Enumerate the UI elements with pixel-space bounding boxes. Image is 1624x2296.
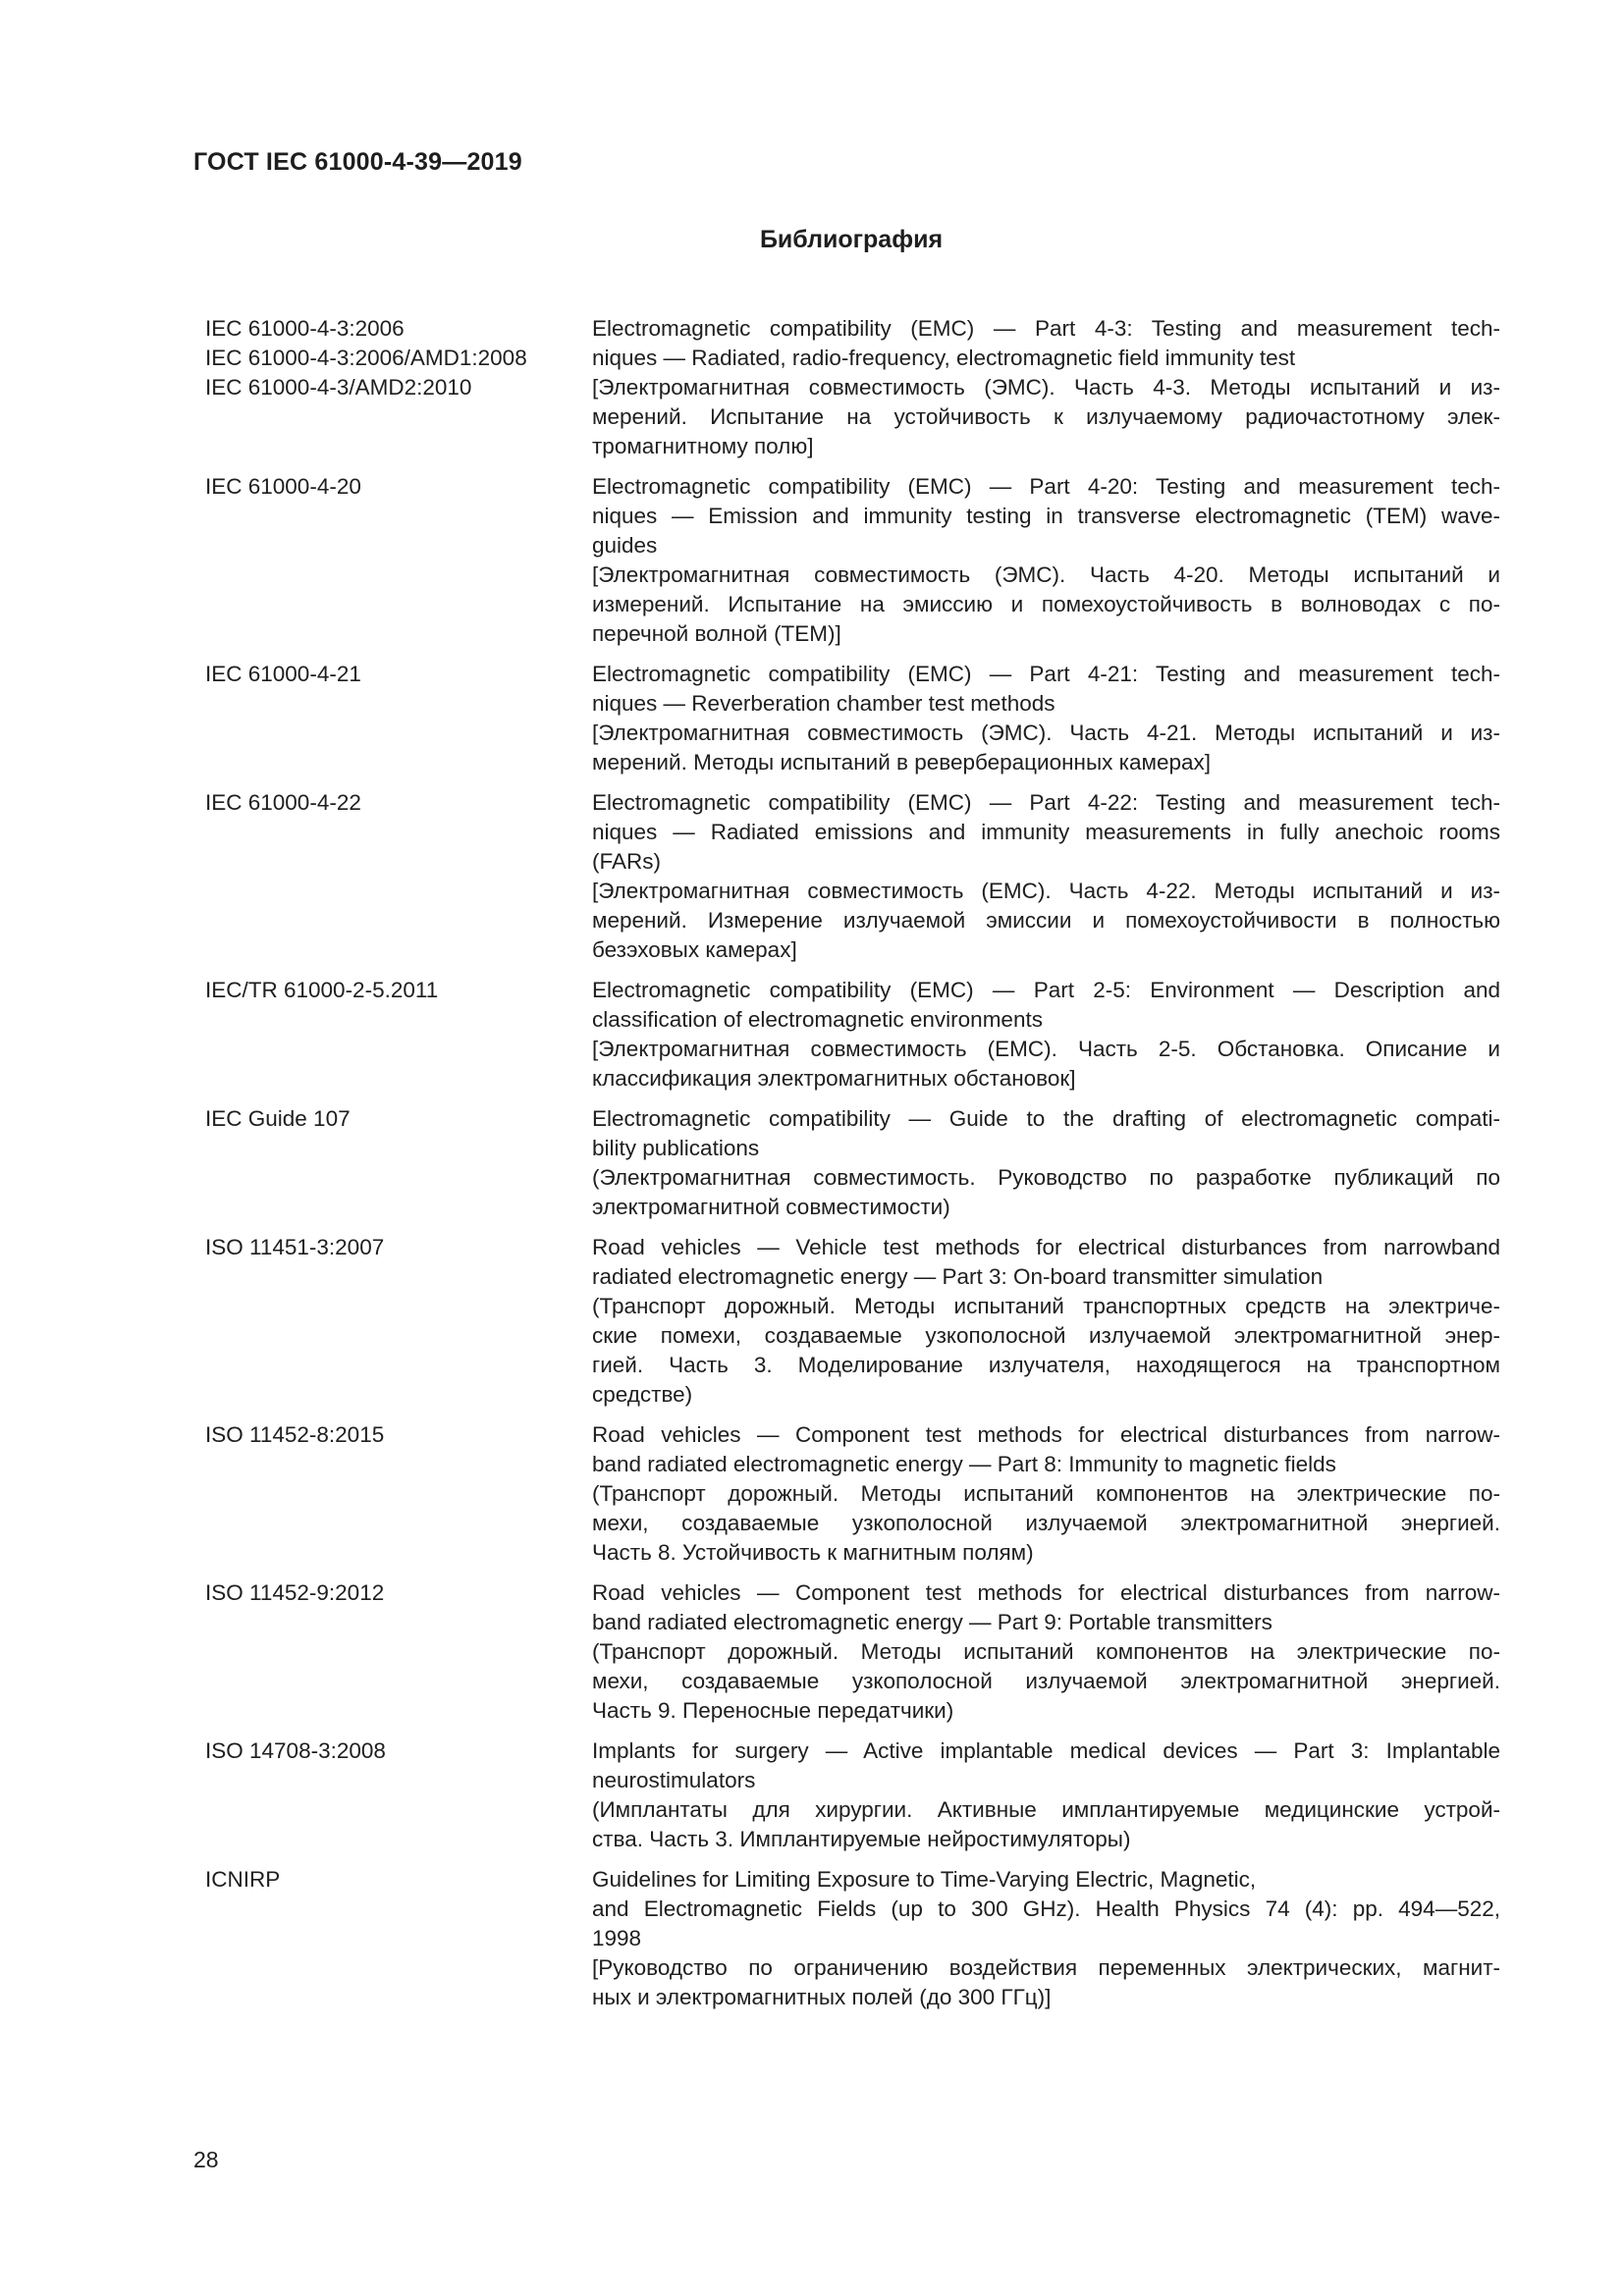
bibliography-entry [205,1865,1506,2012]
reference-code: ISO 14708-3:2008 [205,1738,386,1763]
description-line: безэховых камерах] [592,937,797,962]
description-line: bility publications [592,1136,760,1160]
reference-code: ISO 11452-8:2015 [205,1422,385,1447]
reference-codes [205,788,592,965]
reference-code: IEC 61000-4-3:2006 [205,316,405,341]
description-line: Electromagnetic compatibility (EMC) — Part 4-3: Testing and measurement tech- [592,316,1500,341]
description-line: перечной волной (ТЕМ)] [592,621,841,646]
bibliography-entry [205,1233,1506,1410]
description-line: niques — Radiated, radio-frequency, electromagnetic field immunity test [592,346,1296,370]
reference-codes [205,314,592,461]
reference-codes [205,1578,592,1726]
description-line: 1998 [592,1926,642,1950]
description-line: Часть 9. Переносные передатчики) [592,1698,954,1723]
description-line: ства. Часть 3. Имплантируемые нейростимуляторы) [592,1827,1131,1851]
bibliography-entry [205,1736,1506,1854]
document-header: ГОСТ IEC 61000-4-39—2019 [193,148,522,176]
description-line: Electromagnetic compatibility (EMC) — Part 4-20: Testing and measurement tech- [592,474,1500,499]
description-line: измерений. Испытание на эмиссию и помехоустойчивость в волноводах с по- [592,592,1500,616]
reference-code: ISO 11451-3:2007 [205,1235,385,1259]
reference-codes [205,472,592,649]
description-line: niques — Emission and immunity testing in transverse electromagnetic (TEM) wave- [592,504,1500,528]
description-line: электромагнитной совместимости) [592,1195,950,1219]
section-title: Библиография [759,226,944,253]
description-line: classification of electromagnetic environments [592,1007,1043,1032]
description-line: neurostimulators [592,1768,756,1792]
reference-code: IEC 61000-4-21 [205,662,361,686]
description-line: мерений. Методы испытаний в реверберационных камерах] [592,750,1211,774]
description-line: Road vehicles — Component test methods for electrical disturbances from narrow- [592,1580,1500,1605]
reference-description [592,976,1500,1094]
description-line: niques — Radiated emissions and immunity measurements in fully anechoic rooms [592,820,1500,844]
page-number: 28 [193,2147,219,2172]
description-line: (Транспорт дорожный. Методы испытаний компонентов на электрические по- [592,1639,1500,1664]
reference-code: IEC 61000-4-20 [205,474,361,499]
bibliography-entry [205,472,1506,649]
description-line: мехи, создаваемые узкополосной излучаемой электромагнитной энергией. [592,1511,1500,1535]
description-line: Road vehicles — Vehicle test methods for electrical disturbances from narrowband [592,1235,1500,1259]
bibliography-entry [205,788,1506,965]
description-line: Electromagnetic compatibility (EMC) — Part 4-21: Testing and measurement tech- [592,662,1500,686]
reference-description [592,1736,1500,1854]
description-line: (Транспорт дорожный. Методы испытаний компонентов на электрические по- [592,1481,1500,1506]
description-line: guides [592,533,658,558]
description-line: [Электромагнитная совместимость (ЭМС). Часть 4-20. Методы испытаний и [592,562,1500,587]
description-line: тромагнитному полю] [592,434,814,458]
description-line: (Транспорт дорожный. Методы испытаний транспортных средств на электриче- [592,1294,1500,1318]
reference-codes [205,1865,592,2012]
bibliography-list [205,314,1506,2023]
description-line: band radiated electromagnetic energy — Part 9: Portable transmitters [592,1610,1272,1634]
description-line: Guidelines for Limiting Exposure to Time-Varying Electric, Magnetic, [592,1867,1257,1892]
description-line: ские помехи, создаваемые узкополосной излучаемой электромагнитной энер- [592,1323,1500,1348]
description-line: radiated electromagnetic energy — Part 3: On-board transmitter simulation [592,1264,1324,1289]
description-line: Electromagnetic compatibility (EMC) — Part 2-5: Environment — Description and [592,978,1500,1002]
description-line: (Имплантаты для хирургии. Активные имплантируемые медицинские устрой- [592,1797,1500,1822]
description-line: [Электромагнитная совместимость (ЕМС). Часть 4-22. Методы испытаний и из- [592,879,1500,903]
reference-description [592,1104,1500,1222]
description-line: and Electromagnetic Fields (up to 300 GHz). Health Physics 74 (4): pp. 494—522, [592,1896,1500,1921]
description-line: Implants for surgery — Active implantable medical devices — Part 3: Implantable [592,1738,1500,1763]
reference-code: IEC Guide 107 [205,1106,351,1131]
description-line: ных и электромагнитных полей (до 300 ГГц)] [592,1985,1052,2009]
reference-codes [205,1736,592,1854]
description-line: (FARs) [592,849,661,874]
reference-code: IEC 61000-4-22 [205,790,361,815]
reference-code: IEC/TR 61000-2-5.2011 [205,978,439,1002]
reference-code: IEC 61000-4-3:2006/AMD1:2008 [205,346,527,370]
reference-description [592,314,1500,461]
bibliography-entry [205,1578,1506,1726]
bibliography-entry [205,1420,1506,1568]
bibliography-entry [205,314,1506,461]
description-line: гией. Часть 3. Моделирование излучателя, находящегося на транспортном [592,1353,1500,1377]
description-line: Часть 8. Устойчивость к магнитным полям) [592,1540,1034,1565]
reference-codes [205,1104,592,1222]
description-line: [Электромагнитная совместимость (ЭМС). Часть 4-21. Методы испытаний и из- [592,721,1500,745]
reference-description [592,660,1500,777]
description-line: Electromagnetic compatibility — Guide to the drafting of electromagnetic compati- [592,1106,1500,1131]
reference-description [592,788,1500,965]
description-line: Road vehicles — Component test methods for electrical disturbances from narrow- [592,1422,1500,1447]
reference-code: IEC 61000-4-3/AMD2:2010 [205,375,472,400]
reference-description [592,1578,1500,1726]
reference-codes [205,1233,592,1410]
reference-codes [205,1420,592,1568]
description-line: [Руководство по ограничению воздействия переменных электрических, магнит- [592,1955,1500,1980]
reference-description [592,1420,1500,1568]
reference-codes [205,660,592,777]
reference-description [592,1233,1500,1410]
reference-codes [205,976,592,1094]
description-line: классификация электромагнитных обстановок] [592,1066,1076,1091]
description-line: band radiated electromagnetic energy — Part 8: Immunity to magnetic fields [592,1452,1336,1476]
description-line: Electromagnetic compatibility (EMC) — Part 4-22: Testing and measurement tech- [592,790,1500,815]
bibliography-entry [205,976,1506,1094]
description-line: (Электромагнитная совместимость. Руководство по разработке публикаций по [592,1165,1500,1190]
reference-description [592,472,1500,649]
reference-code: ISO 11452-9:2012 [205,1580,385,1605]
description-line: [Электромагнитная совместимость (ЭМС). Часть 4-3. Методы испытаний и из- [592,375,1500,400]
bibliography-entry [205,660,1506,777]
description-line: [Электромагнитная совместимость (ЕМС). Часть 2-5. Обстановка. Описание и [592,1037,1500,1061]
description-line: средстве) [592,1382,693,1407]
bibliography-entry [205,1104,1506,1222]
description-line: мерений. Испытание на устойчивость к излучаемому радиочастотному элек- [592,404,1500,429]
description-line: niques — Reverberation chamber test methods [592,691,1056,716]
description-line: мехи, создаваемые узкополосной излучаемой электромагнитной энергией. [592,1669,1500,1693]
reference-code: ICNIRP [205,1867,281,1892]
reference-description [592,1865,1500,2012]
description-line: мерений. Измерение излучаемой эмиссии и помехоустойчивости в полностью [592,908,1500,933]
